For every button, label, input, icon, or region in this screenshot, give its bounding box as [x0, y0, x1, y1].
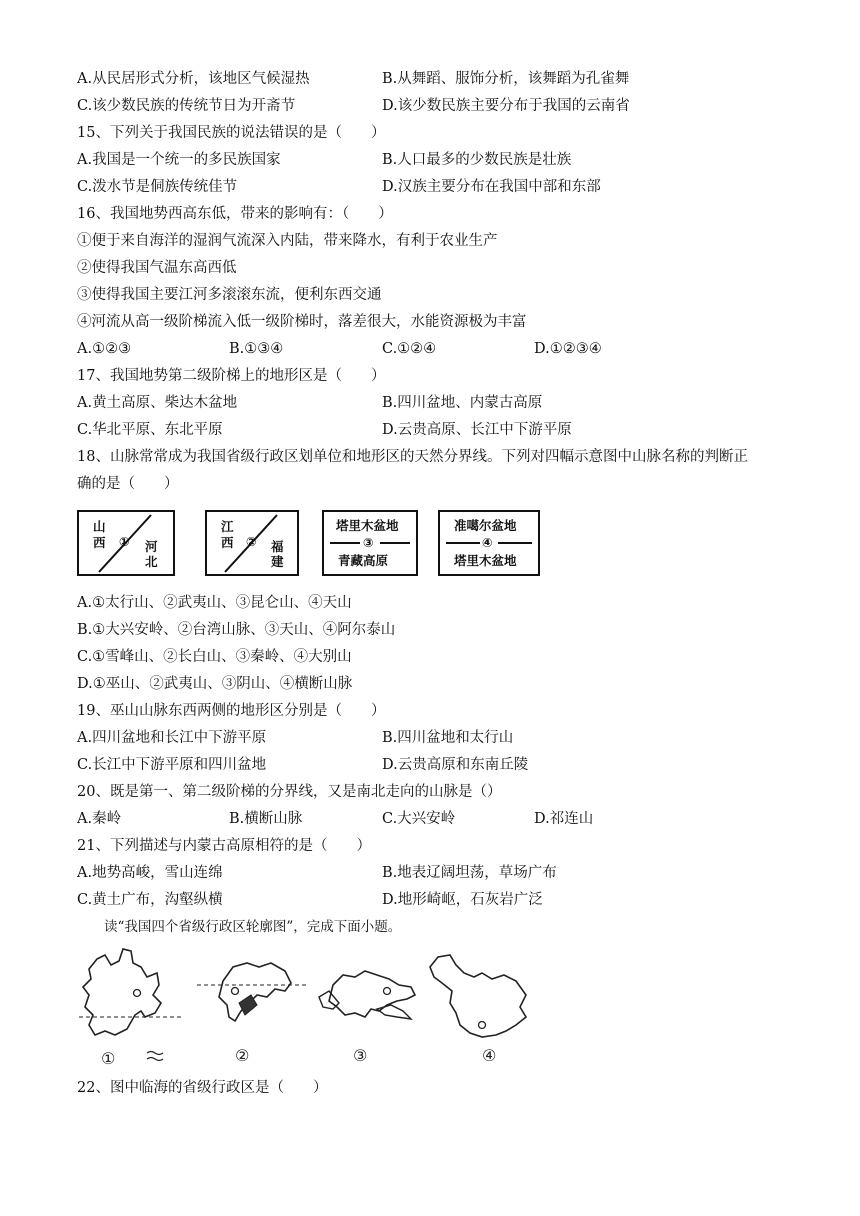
- q17-option-a: A.黄土高原、柴达木盆地: [77, 395, 238, 411]
- q15-option-a: A.我国是一个统一的多民族国家: [77, 152, 281, 168]
- diagram-2-right-bottom: 建: [271, 554, 284, 569]
- q19-stem: 19、巫山山脉东西两侧的地形区分别是（ ）: [77, 703, 386, 719]
- q19-option-c: C.长江中下游平原和四川盆地: [77, 757, 267, 773]
- diagram-3: [322, 510, 418, 576]
- diagram-4-top: 准噶尔盆地: [454, 518, 517, 533]
- diagram-1-number: ①: [119, 534, 130, 549]
- q14-option-d: D.该少数民族主要分布于我国的云南省: [382, 98, 630, 114]
- province-outline-4: [420, 945, 535, 1070]
- diagram-2-left-bottom: 西: [221, 535, 234, 550]
- q20-option-a: A.秦岭: [77, 811, 122, 827]
- province-outline-1: [75, 945, 185, 1070]
- map-label-1: ①: [101, 1049, 116, 1068]
- q16-stem: 16、我国地势西高东低，带来的影响有：（ ）: [77, 206, 393, 222]
- diagram-4: [438, 510, 540, 576]
- q16-option-d: D.①②③④: [534, 341, 602, 357]
- q21-option-a: A.地势高峻，雪山连绵: [77, 865, 223, 881]
- diagram-2-left-top: 江: [221, 519, 234, 534]
- q20-option-b: B.横断山脉: [229, 811, 303, 827]
- q14-option-c: C.该少数民族的传统节日为开斋节: [77, 98, 296, 114]
- q16-statement-4: ④河流从高一级阶梯流入低一级阶梯时，落差很大，水能资源极为丰富: [77, 314, 527, 330]
- q20-option-c: C.大兴安岭: [382, 811, 456, 827]
- q14-option-b: B.从舞蹈、服饰分析，该舞蹈为孔雀舞: [382, 71, 630, 87]
- q15-stem: 15、下列关于我国民族的说法错误的是（ ）: [77, 125, 386, 141]
- diagram-1-right-bottom: 北: [145, 554, 158, 569]
- q21-option-d: D.地形崎岖，石灰岩广泛: [382, 892, 543, 908]
- map-label-3: ③: [353, 1046, 368, 1065]
- q18-option-a: A.①太行山、②武夷山、③昆仑山、④天山: [77, 595, 352, 611]
- q18-stem-line2: 确的是（ ）: [77, 476, 179, 492]
- diagram-1-right-top: 河: [145, 539, 158, 554]
- q17-option-d: D.云贵高原、长江中下游平原: [382, 422, 572, 438]
- q17-option-b: B.四川盆地、内蒙古高原: [382, 395, 543, 411]
- q19-option-b: B.四川盆地和太行山: [382, 730, 514, 746]
- map-label-2: ②: [235, 1046, 250, 1065]
- q18-stem-line1: 18、山脉常常成为我国省级行政区划单位和地形区的天然分界线。下列对四幅示意图中山脉名称的判断正: [77, 449, 748, 465]
- q16-option-a: A.①②③: [77, 341, 132, 357]
- q14-option-a: A.从民居形式分析，该地区气候湿热: [77, 71, 310, 87]
- q21-stem: 21、下列描述与内蒙古高原相符的是（ ）: [77, 838, 371, 854]
- q15-option-c: C.泼水节是侗族传统佳节: [77, 179, 238, 195]
- q16-statement-2: ②使得我国气温东高西低: [77, 260, 237, 276]
- q16-option-c: C.①②④: [382, 341, 437, 357]
- q17-stem: 17、我国地势第二级阶梯上的地形区是（ ）: [77, 368, 386, 384]
- q16-statement-1: ①便于来自海洋的湿润气流深入内陆，带来降水，有利于农业生产: [77, 233, 498, 249]
- q16-option-b: B.①③④: [229, 341, 284, 357]
- diagram-3-bottom: 青藏高原: [338, 553, 389, 568]
- map-label-4: ④: [482, 1046, 497, 1065]
- diagram-2-right-top: 福: [271, 539, 284, 554]
- diagram-1-left-bottom: 西: [93, 535, 106, 550]
- province-outline-3: [315, 945, 425, 1070]
- reading-intro: 读“我国四个省级行政区轮廓图”，完成下面小题。: [104, 919, 402, 935]
- q20-option-d: D.祁连山: [534, 811, 594, 827]
- q19-option-d: D.云贵高原和东南丘陵: [382, 757, 529, 773]
- q20-stem: 20、既是第一、第二级阶梯的分界线，又是南北走向的山脉是（）: [77, 784, 502, 800]
- diagram-4-bottom: 塔里木盆地: [454, 553, 517, 568]
- q22-stem: 22、图中临海的省级行政区是（ ）: [77, 1080, 328, 1096]
- province-outline-2: [195, 945, 310, 1070]
- diagram-4-number: ④: [482, 535, 493, 550]
- q18-option-b: B.①大兴安岭、②台湾山脉、③天山、④阿尔泰山: [77, 622, 396, 638]
- q15-option-d: D.汉族主要分布在我国中部和东部: [382, 179, 601, 195]
- q21-option-b: B.地表辽阔坦荡，草场广布: [382, 865, 557, 881]
- diagram-1-left-top: 山: [93, 519, 106, 534]
- diagram-2: [205, 510, 299, 576]
- q18-option-d: D.①巫山、②武夷山、③阴山、④横断山脉: [77, 676, 353, 692]
- diagram-3-number: ③: [363, 535, 374, 550]
- diagram-1: [77, 510, 175, 576]
- q16-statement-3: ③使得我国主要江河多滚滚东流，便利东西交通: [77, 287, 382, 303]
- diagram-3-top: 塔里木盆地: [336, 518, 399, 533]
- q19-option-a: A.四川盆地和长江中下游平原: [77, 730, 267, 746]
- q17-option-c: C.华北平原、东北平原: [77, 422, 223, 438]
- diagram-2-number: ②: [246, 534, 257, 549]
- q15-option-b: B.人口最多的少数民族是壮族: [382, 152, 572, 168]
- q21-option-c: C.黄土广布，沟壑纵横: [77, 892, 223, 908]
- q18-option-c: C.①雪峰山、②长白山、③秦岭、④大别山: [77, 649, 352, 665]
